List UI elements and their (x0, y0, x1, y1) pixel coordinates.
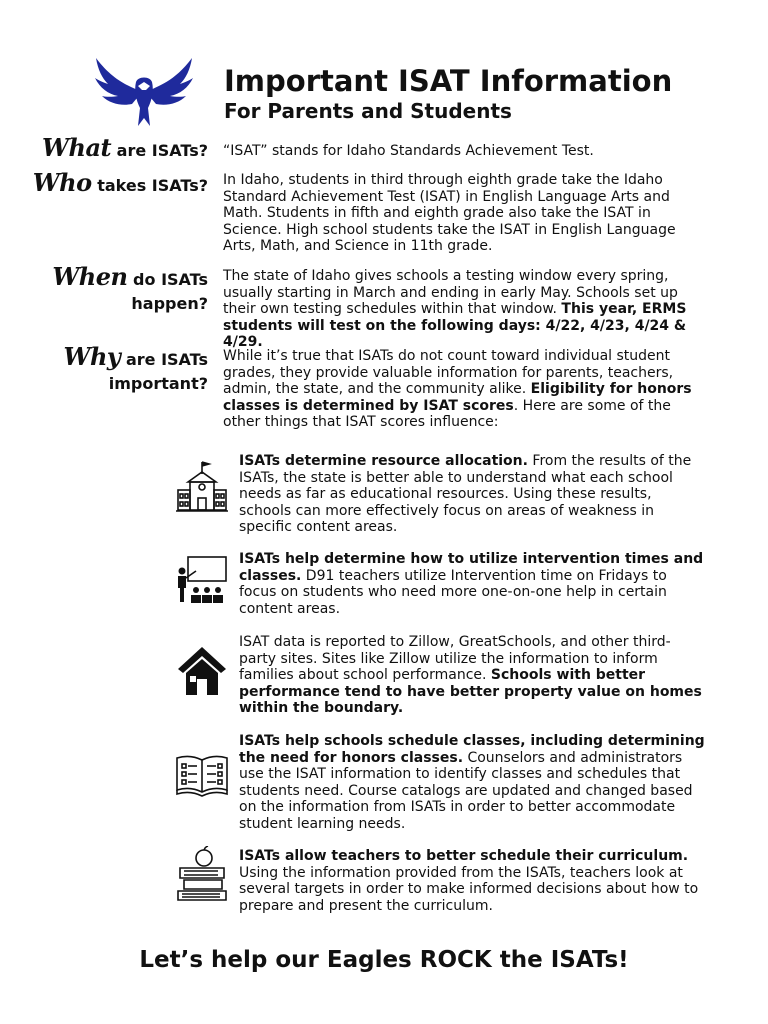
open-book-icon (174, 748, 230, 804)
question-rest: are ISATs (125, 350, 208, 369)
answer-highlight: This year, ERMS students will test on the following days: 4/22, 4/23, 4/24 & 4/29. (223, 301, 687, 351)
influence-item-curriculum (239, 848, 705, 914)
footer-slogan: Let’s help our Eagles ROCK the ISATs! (139, 947, 629, 973)
answer-what: “ISAT” stands for Idaho Standards Achievement Test. (223, 143, 594, 159)
influence-bold: ISATs determine resource allocation. (239, 453, 528, 469)
answer-who: In Idaho, students in third through eighth grade take the Idaho Standard Achievement Test (ISAT) in English Language Arts and Math. Students in fifth and eighth grade also take the ISAT in Science. High school students take the ISAT in English Language Arts, Math, and Science in 11th grade. (223, 172, 676, 255)
question-who (32, 168, 208, 198)
influence-item-property-value (239, 634, 705, 717)
question-script-word: What (42, 133, 112, 162)
answer-when (223, 268, 703, 351)
house-icon (174, 643, 230, 699)
question-when (52, 262, 208, 316)
answer-text: While it’s true that ISATs do not count toward individual student grades, they provide valuable information for parents, teachers, admin, the state, and the community alike. (223, 348, 674, 398)
influence-item-scheduling (239, 733, 705, 833)
influence-text: From the results of the ISATs, the state is better able to understand what each school needs as far as educational resources. Using these results, schools can more effectively focus on areas of weakness in specific content areas. (239, 453, 692, 536)
question-rest: are ISATs? (116, 141, 208, 160)
influence-text: D91 teachers utilize Intervention time on Fridays to focus on students who need more one-on-one help in certain content areas. (239, 567, 667, 617)
teacher-with-students-icon (174, 555, 230, 611)
question-script-word: Why (63, 342, 121, 371)
influence-bold: Schools with better performance tend to have better property value on homes within the boundary. (239, 667, 702, 717)
influence-text: Counselors and administrators use the ISAT information to identify classes and schedules that students need. Course catalogs are updated and changed based on the information from ISATs in order to better accommodate student learning needs. (239, 749, 693, 832)
page-title: Important ISAT Information (224, 64, 673, 98)
answer-text: The state of Idaho gives schools a testing window every spring, usually starting in March and ending in early May. Schools set up their own testing schedules within that window. (223, 268, 678, 318)
page-subtitle: For Parents and Students (224, 99, 512, 123)
question-why (63, 342, 208, 396)
question-rest: do ISATs (133, 270, 208, 289)
influence-item-resource-allocation (239, 453, 705, 536)
eagle-icon (92, 52, 196, 130)
influence-text: ISAT data is reported to Zillow, GreatSchools, and other third-party sites. Sites like Zillow utilize the information to inform families about school performance. (239, 634, 671, 684)
question-script-word: Who (32, 168, 92, 197)
school-building-icon (174, 460, 230, 516)
answer-highlight: Eligibility for honors classes is determined by ISAT scores (223, 381, 692, 414)
question-script-word: When (52, 262, 128, 291)
question-what (42, 133, 208, 163)
books-and-apple-icon (174, 846, 230, 902)
question-rest: takes ISATs? (97, 176, 208, 195)
influence-item-intervention (239, 551, 705, 617)
answer-text-after: . Here are some of the other things that ISAT scores influence: (223, 397, 671, 431)
influence-bold: ISATs help schools schedule classes, including determining the need for honors classes. (239, 733, 705, 766)
answer-why (223, 348, 703, 431)
question-line2: important? (108, 374, 208, 393)
influence-text: Using the information provided from the ISATs, teachers look at several targets in order to make informed decisions about how to prepare and present the curriculum. (239, 864, 699, 914)
influence-bold: ISATs allow teachers to better schedule their curriculum. (239, 848, 689, 864)
influence-bold: ISATs help determine how to utilize intervention times and classes. (239, 551, 704, 584)
question-line2: happen? (131, 294, 208, 313)
